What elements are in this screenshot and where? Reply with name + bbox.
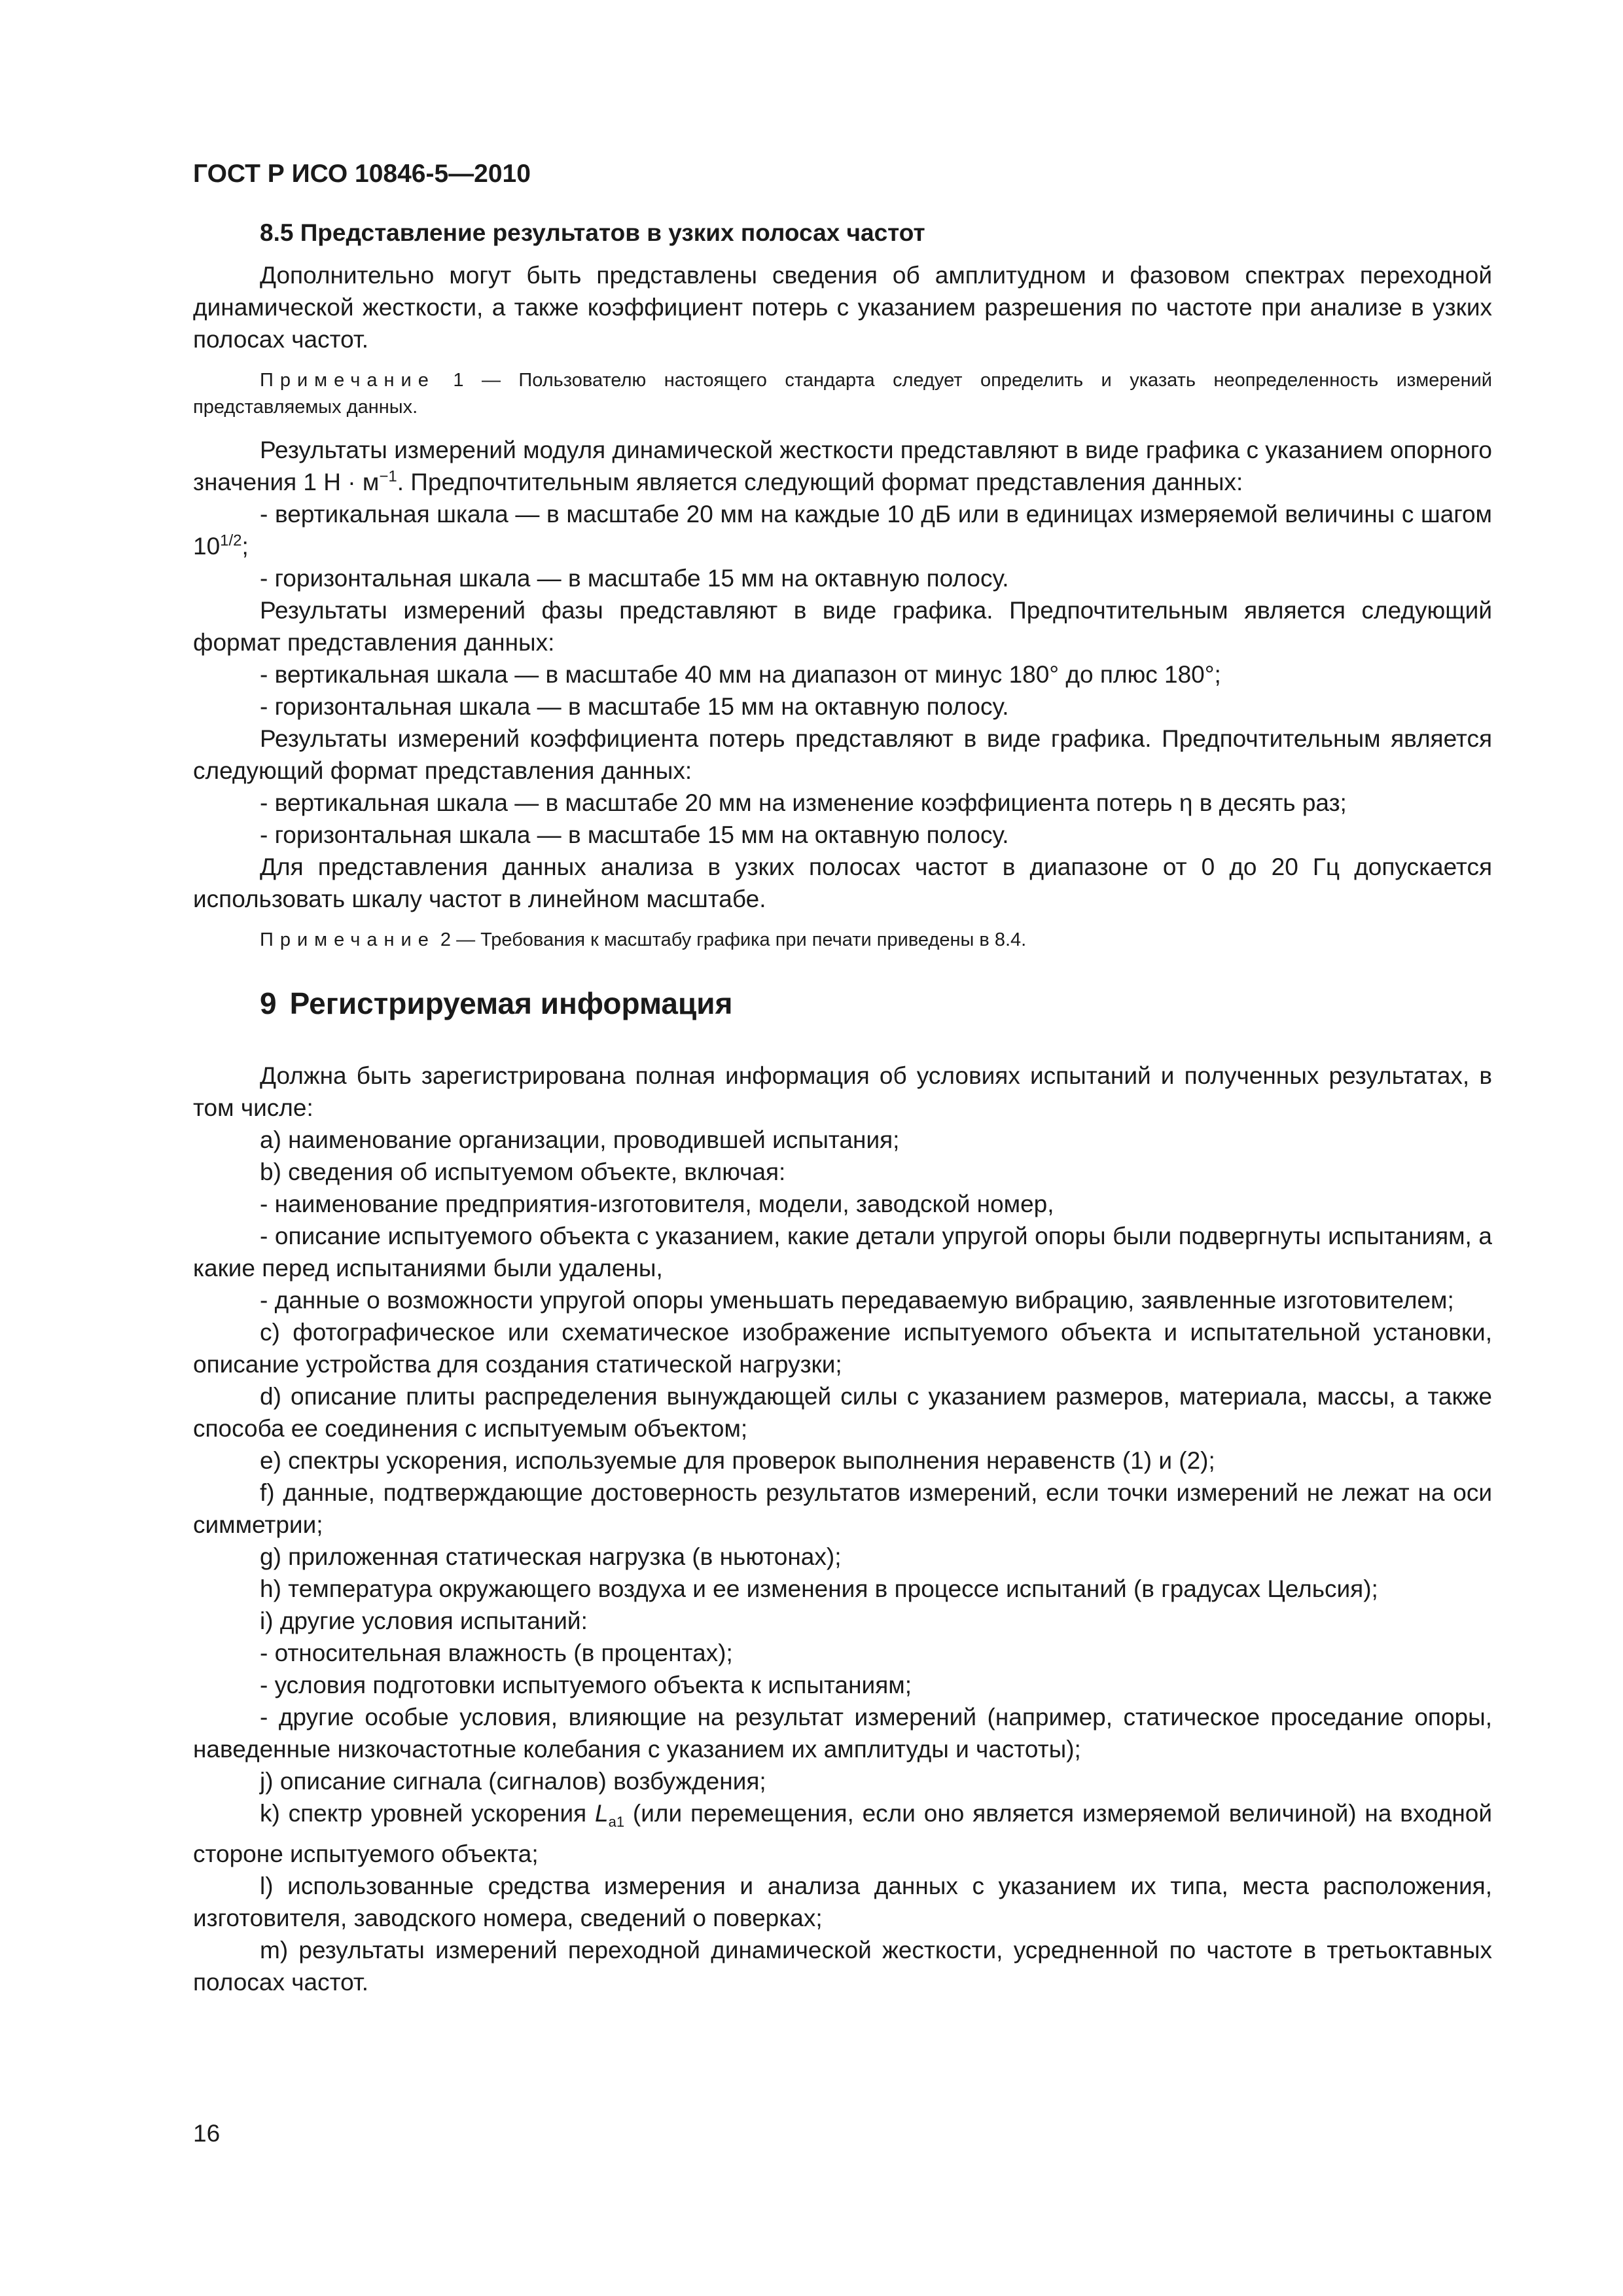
linear-scale-paragraph: Для представления данных анализа в узких полосах частот в диапазоне от 0 до 20 Гц допускается использовать шкалу частот в линейном масштабе. xyxy=(193,853,1492,912)
list-item-h: h) температура окружающего воздуха и ее изменения в процессе испытаний (в градусах Цельсия); xyxy=(260,1575,1378,1602)
list-item-g: g) приложенная статическая нагрузка (в ньютонах); xyxy=(260,1543,842,1570)
list-item-e: e) спектры ускорения, используемые для проверок выполнения неравенств (1) и (2); xyxy=(260,1447,1215,1474)
document-code: ГОСТ Р ИСО 10846-5—2010 xyxy=(193,160,531,188)
loss-vertical-scale: - вертикальная шкала — в масштабе 20 мм на изменение коэффициента потерь η в десять раз; xyxy=(260,789,1347,816)
modulus-unit-exponent: −1 xyxy=(379,467,397,486)
list-item-k xyxy=(193,1797,1492,1870)
section-8-5-heading: 8.5 Представление результатов в узких полосах частот xyxy=(260,219,925,246)
modulus-vertical-exponent: 1/2 xyxy=(220,531,242,550)
note-2-text: 2 — Требования к масштабу графика при печати приведены в 8.4. xyxy=(435,929,1027,950)
loss-horizontal-scale: - горизонтальная шкала — в масштабе 15 мм на октавную полосу. xyxy=(260,821,1009,848)
modulus-paragraph xyxy=(193,434,1492,498)
list-item-i-1: - относительная влажность (в процентах); xyxy=(260,1640,733,1666)
list-item-l: l) использованные средства измерения и анализа данных с указанием их типа, места расположения, изготовителя, заводского номера, сведений о поверках; xyxy=(193,1873,1492,1931)
modulus-vertical-end: ; xyxy=(241,533,249,560)
list-item-c: c) фотографическое или схематическое изображение испытуемого объекта и испытательной установки, описание устройства для создания статической нагрузки; xyxy=(193,1319,1492,1378)
list-item-i-3: - другие особые условия, влияющие на результат измерений (например, статическое проседание опоры, наведенные низкочастотные колебания с указанием их амплитуды и частоты); xyxy=(193,1704,1492,1763)
modulus-text-1: Результаты измерений модуля динамической жесткости представляют в виде графика с указанием опорного значения 1 Н · м xyxy=(193,437,1492,495)
list-item-a: a) наименование организации, проводившей испытания; xyxy=(260,1126,900,1153)
list-item-m: m) результаты измерений переходной динамической жесткости, усредненной по частоте в третьоктавных полосах частот. xyxy=(193,1937,1492,1996)
loss-paragraph: Результаты измерений коэффициента потерь представляют в виде графика. Предпочтительным является следующий формат представления данных: xyxy=(193,725,1492,784)
list-item-j: j) описание сигнала (сигналов) возбуждения; xyxy=(260,1768,766,1795)
note-2-label: Примечание xyxy=(260,929,435,950)
modulus-horizontal-scale: - горизонтальная шкала — в масштабе 15 мм на октавную полосу. xyxy=(260,565,1009,592)
phase-paragraph: Результаты измерений фазы представляют в виде графика. Предпочтительным является следующий формат представления данных: xyxy=(193,597,1492,656)
list-item-f: f) данные, подтверждающие достоверность результатов измерений, если точки измерений не лежат на оси симметрии; xyxy=(193,1479,1492,1538)
phase-horizontal-scale: - горизонтальная шкала — в масштабе 15 мм на октавную полосу. xyxy=(260,693,1009,720)
modulus-vertical-text: - вертикальная шкала — в масштабе 20 мм на каждые 10 дБ или в единицах измеряемой величины с шагом 10 xyxy=(193,501,1492,560)
list-item-k-text-1: k) спектр уровней ускорения xyxy=(260,1800,595,1827)
note-1-label: Примечание xyxy=(260,370,435,391)
note-1-text: 1 — Пользователю настоящего стандарта следует определить и указать неопределенность измерений представляемых данных. xyxy=(193,370,1492,418)
list-item-b-1: - наименование предприятия-изготовителя, модели, заводской номер, xyxy=(260,1191,1054,1217)
note-1 xyxy=(193,367,1492,421)
list-item-i: i) другие условия испытаний: xyxy=(260,1607,588,1634)
section-9-number: 9 xyxy=(260,986,277,1020)
note-2 xyxy=(193,927,1492,954)
section-8-5-intro: Дополнительно могут быть представлены сведения об амплитудном и фазовом спектрах переходной динамической жесткости, а также коэффициент потерь с указанием разрешения по частоте при анализе в узких полосах частот. xyxy=(193,262,1492,353)
modulus-vertical-scale xyxy=(193,498,1492,562)
list-item-d: d) описание плиты распределения вынуждающей силы с указанием размеров, материала, массы, а также способа ее соединения с испытуемым объектом; xyxy=(193,1383,1492,1442)
list-item-k-text-2: (или перемещения, если оно является измеряемой величиной) на входной стороне испытуемого объекта; xyxy=(193,1800,1493,1867)
acceleration-level-subscript: a1 xyxy=(608,1814,625,1830)
list-item-b-3: - данные о возможности упругой опоры уменьшать передаваемую вибрацию, заявленные изготовителем; xyxy=(260,1287,1454,1314)
modulus-text-2: . Предпочтительным является следующий формат представления данных: xyxy=(397,469,1243,495)
section-9-heading xyxy=(193,984,1492,1023)
document-page xyxy=(193,157,1492,1998)
phase-vertical-scale: - вертикальная шкала — в масштабе 40 мм на диапазон от минус 180° до плюс 180°; xyxy=(260,661,1221,688)
section-9-intro: Должна быть зарегистрирована полная информация об условиях испытаний и полученных результатах, в том числе: xyxy=(193,1062,1492,1121)
section-9-title: Регистрируемая информация xyxy=(289,986,733,1020)
list-item-b: b) сведения об испытуемом объекте, включая: xyxy=(260,1158,786,1185)
list-item-b-2: - описание испытуемого объекта с указанием, какие детали упругой опоры были подвергнуты испытаниям, а какие перед испытаниями были удалены, xyxy=(193,1223,1492,1282)
acceleration-level-symbol: L xyxy=(595,1800,609,1827)
page-number: 16 xyxy=(193,2120,221,2147)
list-item-i-2: - условия подготовки испытуемого объекта к испытаниям; xyxy=(260,1672,912,1698)
